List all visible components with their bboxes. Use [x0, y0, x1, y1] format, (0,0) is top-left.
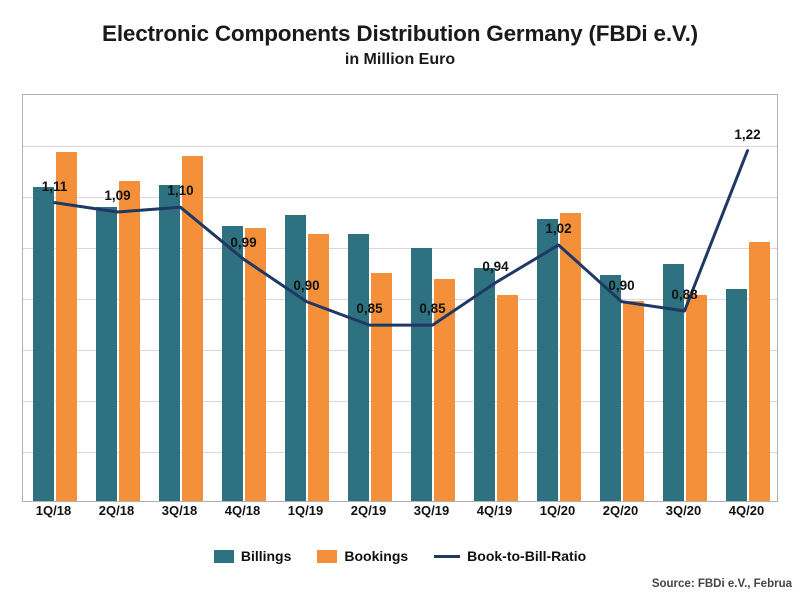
x-tick-label: 2Q/18 — [98, 503, 135, 518]
ratio-value-label: 0,88 — [671, 287, 698, 302]
x-tick-label: 1Q/18 — [35, 503, 72, 518]
chart-title: Electronic Components Distribution Germany (FBDi e.V.) — [102, 21, 698, 46]
plot-area — [22, 94, 778, 502]
ratio-value-label: 0,85 — [356, 301, 383, 317]
chart-title-block — [0, 22, 800, 68]
legend-item-bookings — [317, 548, 408, 564]
x-tick-label: 1Q/20 — [539, 503, 576, 518]
x-tick-label: 2Q/20 — [602, 503, 639, 518]
ratio-value-label: 1,02 — [545, 221, 572, 236]
legend-label: Book-to-Bill-Ratio — [467, 548, 587, 564]
ratio-value-label: 1,10 — [167, 183, 194, 199]
ratio-value-label: 0,99 — [230, 235, 257, 251]
ratio-value-label: 0,90 — [293, 277, 320, 293]
ratio-value-label: 1,22 — [734, 126, 761, 142]
x-tick-label: 3Q/20 — [665, 503, 702, 518]
ratio-value-label: 1,11 — [41, 178, 68, 194]
legend-swatch-icon — [214, 550, 234, 563]
legend-label: Billings — [240, 548, 292, 564]
legend-line-icon — [434, 555, 460, 558]
x-tick-label: 2Q/19 — [350, 503, 387, 518]
x-tick-label: 3Q/19 — [413, 503, 450, 518]
legend-label: Bookings — [344, 548, 409, 564]
chart-legend — [0, 548, 800, 564]
ratio-value-label: 0,90 — [608, 277, 635, 293]
x-tick-label: 3Q/18 — [161, 503, 198, 518]
x-tick-label: 1Q/19 — [287, 503, 324, 518]
x-tick-label: 4Q/20 — [728, 503, 765, 518]
x-tick-label: 4Q/18 — [224, 503, 261, 518]
ratio-value-label: 0,85 — [419, 301, 446, 317]
x-axis-labels — [22, 503, 778, 529]
legend-item-billings — [214, 548, 292, 564]
x-tick-label: 4Q/19 — [476, 503, 513, 518]
source-note: Source: FBDi e.V., Februa — [651, 578, 792, 590]
legend-item-book-to-bill-ratio — [434, 548, 586, 564]
chart-subtitle: in Million Euro — [344, 50, 456, 68]
ratio-polyline — [55, 151, 748, 325]
legend-swatch-icon — [317, 550, 337, 563]
ratio-value-label: 0,94 — [482, 258, 509, 274]
book-to-bill-line — [23, 95, 779, 503]
ratio-value-label: 1,09 — [104, 188, 131, 203]
